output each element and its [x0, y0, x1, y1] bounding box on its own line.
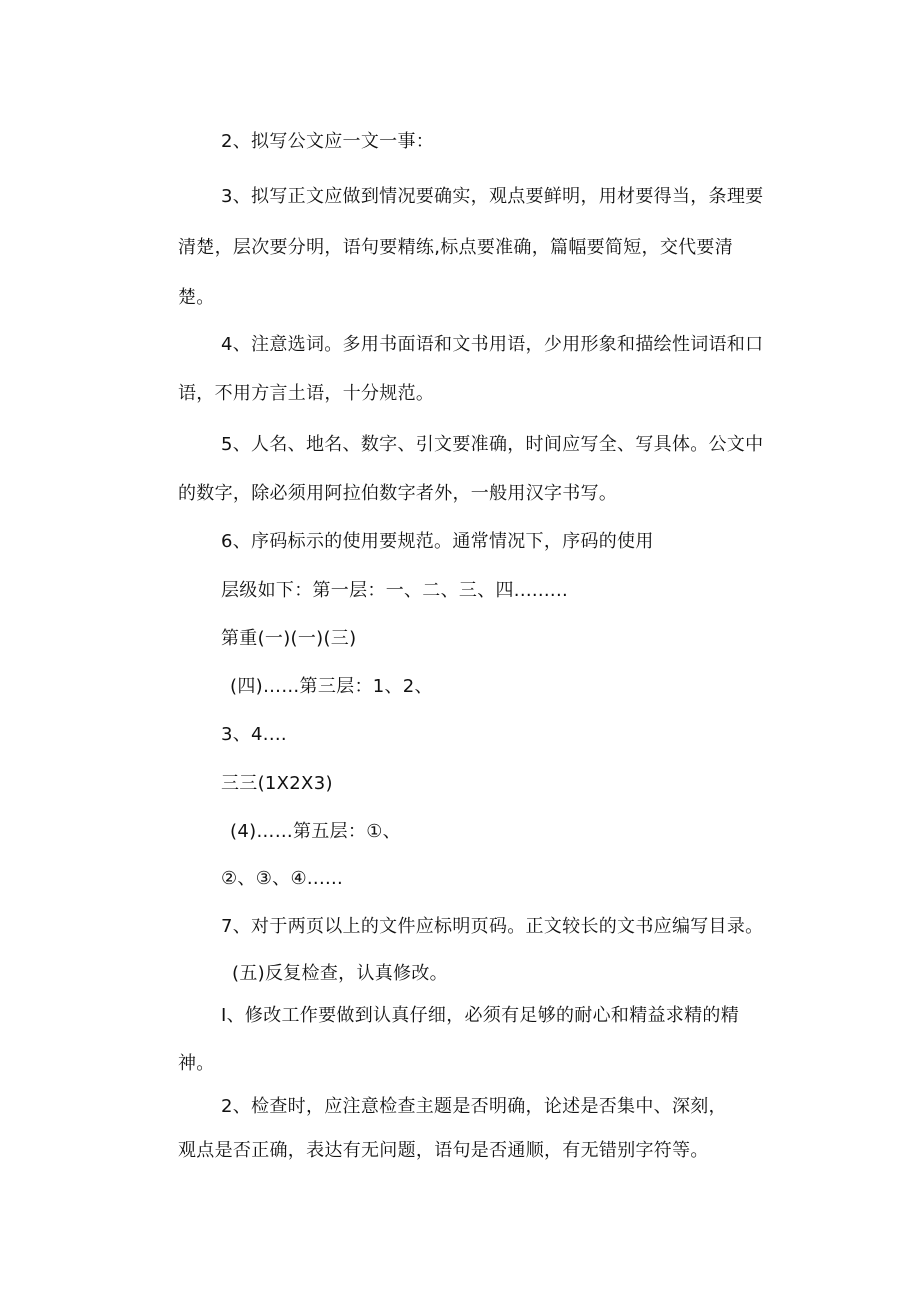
text-line-item-6-start: 6、序码标示的使用要规范。通常情况下，序码的使用: [221, 531, 654, 552]
section-heading-review: (五)反复检查，认真修改。: [232, 963, 448, 984]
text-line-item-3-cont: 清楚，层次要分明，语句要精练,标点要准确，篇幅要简短，交代要清: [178, 237, 734, 258]
text-line-item-3-end: 楚。: [178, 287, 215, 308]
text-line-review-2-end: 观点是否正确，表达有无问题，语句是否通顺，有无错别字符等。: [178, 1140, 709, 1161]
text-line-level-3-cont: 3、4....: [221, 724, 287, 745]
text-line-item-4-start: 4、注意选词。多用书面语和文书用语，少用形象和描绘性词语和口: [221, 334, 764, 355]
text-line-item-5-end: 的数字，除必须用阿拉伯数字者外，一般用汉字书写。: [178, 483, 618, 504]
text-line-review-1-end: 神。: [178, 1053, 215, 1074]
text-line-review-2-start: 2、检查时，应注意检查主题是否明确，论述是否集中、深刻，: [221, 1096, 727, 1117]
text-line-level-5-cont: ②、③、④......: [221, 868, 344, 889]
text-line-level-5: (4)……第五层：①、: [230, 821, 401, 842]
text-line-level-4: 三三(1X2X3): [221, 773, 333, 794]
text-line-levels: 层级如下：第一层：一、二、三、四.........: [221, 580, 568, 601]
text-line-review-1-start: I、修改工作要做到认真仔细，必须有足够的耐心和精益求精的精: [221, 1005, 740, 1026]
text-line-item-4-end: 语，不用方言土语，十分规范。: [178, 383, 435, 404]
text-line-level-2: 第重(一)(一)(三): [221, 628, 357, 649]
text-line-item-3-start: 3、拟写正文应做到情况要确实，观点要鲜明，用材要得当，条理要: [221, 186, 764, 207]
text-line-item-7: 7、对于两页以上的文件应标明页码。正文较长的文书应编写目录。: [221, 916, 764, 937]
text-line-item-5-start: 5、人名、地名、数字、引文要准确，时间应写全、写具体。公文中: [221, 434, 764, 455]
text-line-level-3: (四)……第三层：1、2、: [230, 676, 433, 697]
text-line-item-2: 2、拟写公文应一文一事：: [221, 131, 435, 152]
